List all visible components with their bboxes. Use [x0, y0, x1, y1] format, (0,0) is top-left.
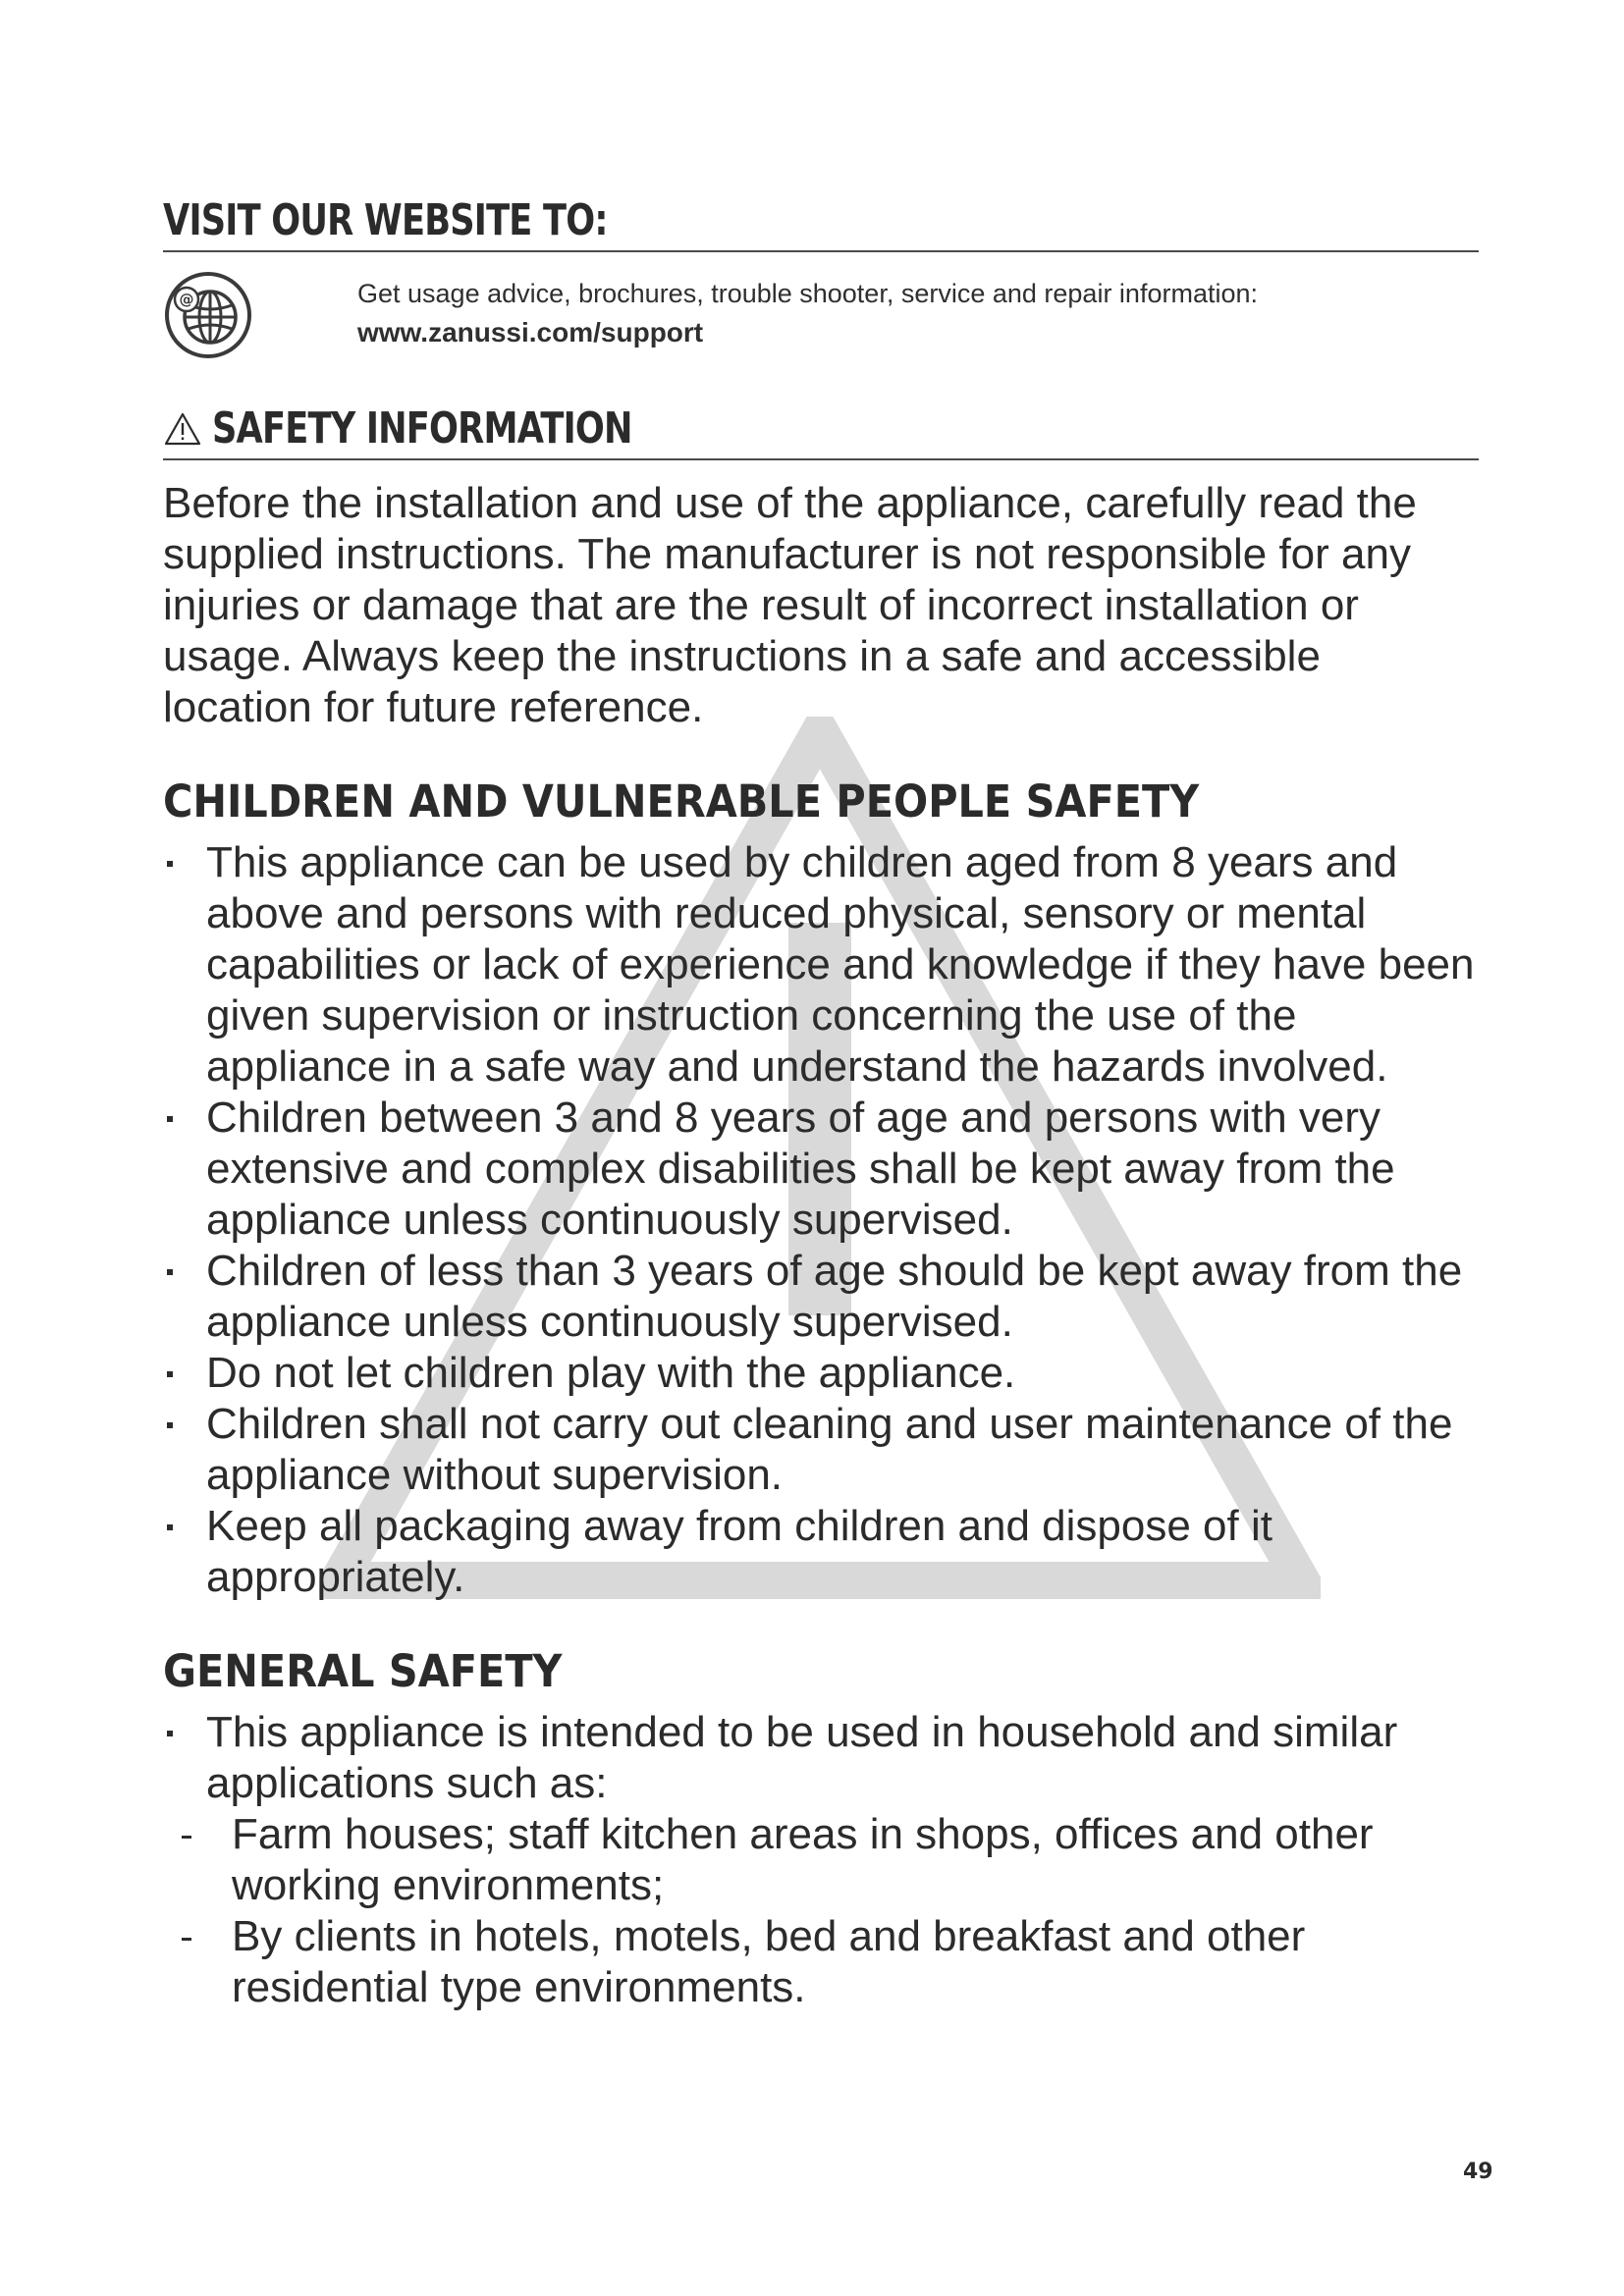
general-sublist — [163, 1809, 1479, 2013]
website-text — [357, 274, 1258, 352]
list-item — [163, 1348, 1479, 1399]
website-heading: VISIT OUR WEBSITE TO: — [163, 195, 608, 245]
list-item — [163, 1707, 1479, 1809]
dash-mark — [182, 1836, 191, 1839]
sub-list-item-text: By clients in hotels, motels, bed and breakfast and other residential type environments. — [232, 1912, 1306, 2011]
document-page — [163, 191, 1479, 2013]
website-description: Get usage advice, brochures, trouble shooter, service and repair information: — [357, 279, 1258, 308]
list-item — [163, 1501, 1479, 1603]
list-item — [163, 837, 1479, 1093]
globe-at-icon — [163, 270, 253, 360]
list-item-text: Children shall not carry out cleaning and user maintenance of the appliance without supervision. — [206, 1400, 1453, 1499]
sub-list-item-text: Farm houses; staff kitchen areas in shops, offices and other working environments; — [232, 1810, 1374, 1909]
sub-list-item — [178, 1809, 1479, 1911]
list-item-text: This appliance is intended to be used in household and similar applications such as: — [206, 1708, 1398, 1807]
warning-triangle-icon — [163, 411, 202, 447]
list-item-text: This appliance can be used by children aged from 8 years and above and persons with reduced physical, sensory or mental capabilities or lack of experience and knowledge if they have been given supervision or instruction concerning the use of the appliance in a safe way and understand the hazards involved. — [206, 838, 1475, 1091]
bullet-mark — [167, 1422, 173, 1428]
general-heading: GENERAL SAFETY — [163, 1645, 563, 1697]
bullet-mark — [167, 1116, 173, 1122]
support-url-link[interactable]: www.zanussi.com/support — [357, 317, 704, 347]
bullet-mark — [167, 861, 173, 867]
safety-intro: Before the installation and use of the appliance, carefully read the supplied instructions. The manufacturer is not responsible for any injuries or damage that are the result of incorrect installation or usage. Always keep the instructions in a safe and accessible location for future reference. — [163, 479, 1417, 731]
safety-heading: SAFETY INFORMATION — [212, 403, 632, 454]
list-item-text: Children of less than 3 years of age should be kept away from the appliance unless continuously supervised. — [206, 1247, 1463, 1346]
page-number: 49 — [1463, 2160, 1493, 2184]
list-item — [163, 1399, 1479, 1501]
sub-list-item — [178, 1911, 1479, 2013]
bullet-mark — [167, 1524, 173, 1530]
list-item-text: Keep all packaging away from children and dispose of it appropriately. — [206, 1502, 1272, 1601]
bullet-mark — [167, 1371, 173, 1377]
bullet-mark — [167, 1731, 173, 1736]
list-item — [163, 1093, 1479, 1246]
website-info — [163, 252, 1479, 370]
general-list — [163, 1707, 1479, 1809]
dash-mark — [182, 1938, 191, 1941]
safety-divider — [163, 458, 1479, 460]
children-list — [163, 837, 1479, 1603]
list-item-text: Do not let children play with the appliance. — [206, 1349, 1016, 1397]
children-heading: CHILDREN AND VULNERABLE PEOPLE SAFETY — [163, 775, 1200, 828]
list-item-text: Children between 3 and 8 years of age and persons with very extensive and complex disabilities shall be kept away from the appliance unless continuously supervised. — [206, 1094, 1395, 1244]
bullet-mark — [167, 1269, 173, 1275]
svg-text:@: @ — [179, 291, 194, 308]
list-item — [163, 1246, 1479, 1348]
safety-heading-row — [163, 400, 1479, 458]
